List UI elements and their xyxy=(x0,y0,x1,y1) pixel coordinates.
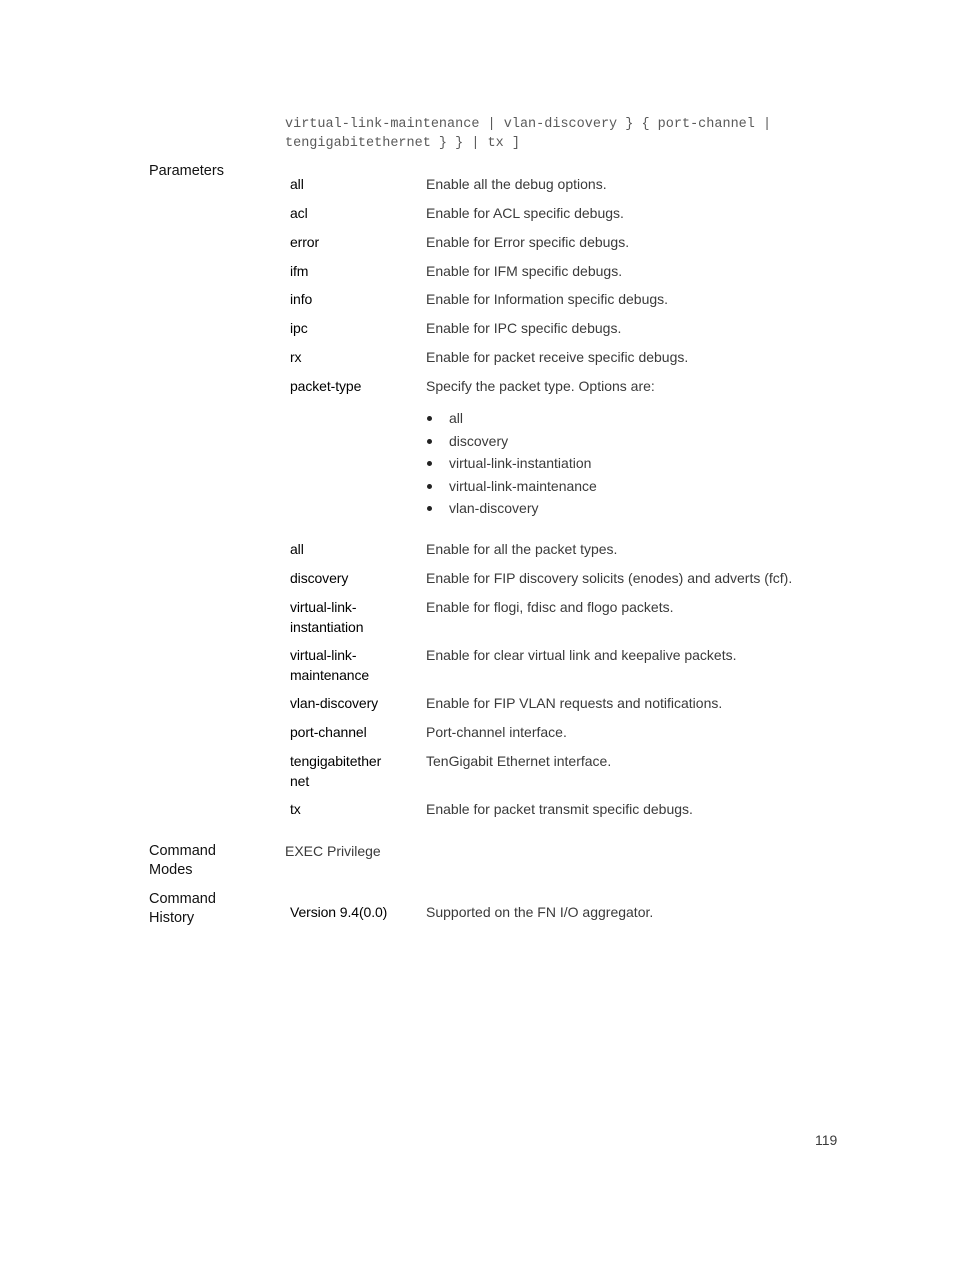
param-desc: Enable for IPC specific debugs. xyxy=(426,320,622,336)
bullet-icon xyxy=(427,439,432,444)
param-desc: TenGigabit Ethernet interface. xyxy=(426,753,612,769)
param-term: discovery xyxy=(290,570,349,586)
bullet-icon xyxy=(427,461,432,466)
list-item: vlan-discovery xyxy=(426,498,597,521)
syntax-line-1: virtual-link-maintenance | vlan-discovery } { port-channel | xyxy=(285,117,772,132)
bullet-icon xyxy=(427,506,432,511)
param-term: acl xyxy=(290,205,308,221)
param-desc: Enable for packet receive specific debugs. xyxy=(426,349,689,365)
param-term: port-channel xyxy=(290,724,367,740)
param-term: vlan-discovery xyxy=(290,695,379,711)
param-term: virtual-link- instantiation xyxy=(290,599,364,635)
param-desc: Enable for Error specific debugs. xyxy=(426,234,630,250)
param-desc: Enable for clear virtual link and keepalive packets. xyxy=(426,647,737,663)
param-desc: Enable for FIP discovery solicits (enodes) and adverts (fcf). xyxy=(426,570,793,586)
list-item: discovery xyxy=(426,431,597,454)
command-syntax xyxy=(285,115,771,153)
page-number: 119 xyxy=(815,1132,838,1148)
param-desc: Specify the packet type. Options are: xyxy=(426,378,655,394)
list-item: virtual-link-maintenance xyxy=(426,476,597,499)
command-modes-label: Command Modes xyxy=(149,843,216,878)
param-desc: Enable for flogi, fdisc and flogo packets. xyxy=(426,599,674,615)
param-desc: Enable for IFM specific debugs. xyxy=(426,263,623,279)
packet-type-options-list xyxy=(426,408,597,521)
param-desc: Enable for ACL specific debugs. xyxy=(426,205,624,221)
history-desc: Supported on the FN I/O aggregator. xyxy=(426,904,654,920)
syntax-line-2: tengigabitethernet } } | tx ] xyxy=(285,136,520,151)
param-term: info xyxy=(290,291,313,307)
param-term: all xyxy=(290,176,304,192)
param-term: ipc xyxy=(290,320,308,336)
param-term: error xyxy=(290,234,320,250)
param-desc: Enable for FIP VLAN requests and notifications. xyxy=(426,695,723,711)
param-term: ifm xyxy=(290,263,309,279)
list-item: virtual-link-instantiation xyxy=(426,453,597,476)
param-term: rx xyxy=(290,349,302,365)
param-term: tx xyxy=(290,801,301,817)
param-desc: Enable all the debug options. xyxy=(426,176,607,192)
history-version: Version 9.4(0.0) xyxy=(290,904,388,920)
param-desc: Enable for Information specific debugs. xyxy=(426,291,669,307)
parameters-label: Parameters xyxy=(149,163,224,179)
param-term: virtual-link- maintenance xyxy=(290,647,370,683)
param-desc: Enable for packet transmit specific debugs. xyxy=(426,801,693,817)
param-desc: Port-channel interface. xyxy=(426,724,567,740)
list-item: all xyxy=(426,408,597,431)
param-desc: Enable for all the packet types. xyxy=(426,541,618,557)
param-term: all xyxy=(290,541,304,557)
command-history-label: Command History xyxy=(149,891,216,926)
param-term: packet-type xyxy=(290,378,362,394)
command-modes-value: EXEC Privilege xyxy=(285,843,381,859)
bullet-icon xyxy=(427,484,432,489)
bullet-icon xyxy=(427,416,432,421)
param-term: tengigabitether net xyxy=(290,753,382,789)
